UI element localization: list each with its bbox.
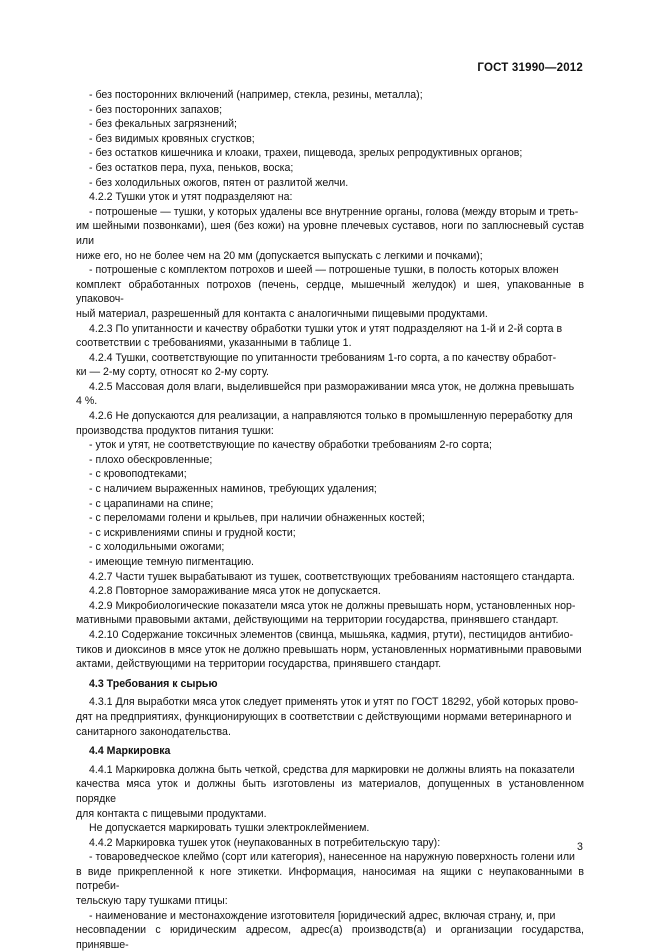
text-line: - без остатков пера, пуха, пеньков, воска; (89, 161, 294, 174)
text-line: - без остатков кишечника и клоаки, трахеи, пищевода, зрелых репродуктивных органов; (89, 147, 523, 160)
section-heading: 4.4 Маркировка (89, 745, 171, 758)
text-line: ниже его, но не более чем на 20 мм (допускается выпускать с легкими и почками); (76, 249, 483, 262)
text-line: качества мяса уток и должны быть изготовлены из материалов, допущенных в установленном порядке (76, 778, 584, 805)
text-line: 4.4.1 Маркировка должна быть четкой, средства для маркировки не должны влиять на показатели (89, 763, 575, 776)
text-line: 4.2.3 По упитанности и качеству обработки тушки уток и утят подразделяют на 1-й и 2-й сорта в (89, 322, 563, 335)
page-number: 3 (577, 841, 583, 853)
text-line: - уток и утят, не соответствующие по качеству обработки требованиям 2-го сорта; (89, 439, 492, 452)
text-line: - без холодильных ожогов, пятен от разлитой желчи. (89, 176, 349, 189)
text-line: - с наличием выраженных наминов, требующих удаления; (89, 483, 377, 496)
text-line: несовпадении с юридическим адресом, адрес(а) производств(а) и организации государства, принявше- (76, 924, 584, 951)
text-line: 4.2.8 Повторное замораживание мяса уток не допускается. (89, 585, 381, 598)
text-line: Не допускается маркировать тушки электроклеймением. (89, 822, 370, 835)
text-line: - товароведческое клеймо (сорт или категория), нанесенное на наружную поверхность голени или (89, 851, 575, 864)
text-line: 4.2.4 Тушки, соответствующие по упитанности требованиям 1-го сорта, а по качеству обработ- (89, 351, 557, 364)
text-line: производства продуктов питания тушки: (76, 424, 274, 437)
text-line: 4.2.5 Массовая доля влаги, выделившейся при размораживании мяса уток, не должна превышать (89, 380, 575, 393)
text-line: - потрошеные с комплектом потрохов и шеей — потрошеные тушки, в полость которых вложен (89, 264, 559, 277)
text-line: - имеющие темную пигментацию. (89, 556, 254, 568)
section-heading: 4.3 Требования к сырью (89, 677, 218, 690)
text-line: - наименование и местонахождение изготовителя [юридический адрес, включая страну, и, при (89, 909, 556, 922)
text-line: тельскую тару тушками птицы: (76, 895, 228, 908)
text-line: ки — 2-му сорту, относят ко 2-му сорту. (76, 366, 270, 379)
text-line: - с холодильными ожогами; (89, 541, 225, 554)
text-line: - с царапинами на спине; (89, 497, 214, 510)
text-line: соответствии с требованиями, указанными в таблице 1. (76, 337, 352, 350)
text-line: - без фекальных загрязнений; (89, 118, 238, 131)
text-line: в виде прикрепленной к ноге этикетки. Информация, наносимая на ящики с неупакованными в потреби- (76, 865, 584, 893)
text-line: дят на предприятиях, функционирующих в соответствии с действующими нормами ветеринарного и (76, 710, 572, 723)
text-line: комплект обработанных потрохов (печень, сердце, мышечный желудок) и шея, упакованные в упаковоч- (76, 278, 584, 306)
document-body (76, 88, 584, 952)
text-line: - с кровоподтеками; (89, 468, 187, 481)
text-line: ный материал, разрешенный для контакта с аналогичными пищевыми продуктами. (76, 307, 488, 320)
text-line: - потрошеные — тушки, у которых удалены все внутренние органы, голова (между вторым и треть- (89, 205, 579, 218)
text-line: им шейными позвонками), шея (без кожи) на уровне плечевых суставов, ноги по заплюсневый сустав или (76, 220, 584, 247)
text-line: - с искривлениями спины и грудной кости; (89, 526, 296, 539)
text-line: - с переломами голени и крыльев, при наличии обнаженных костей; (89, 512, 425, 525)
text-line: 4.2.2 Тушки уток и утят подразделяют на: (89, 191, 293, 204)
text-line: 4.2.6 Не допускаются для реализации, а направляются только в промышленную переработку для (89, 410, 573, 423)
text-line: - без видимых кровяных сгустков; (89, 132, 255, 145)
text-line: санитарного законодательства. (76, 725, 231, 738)
standard-header: ГОСТ 31990—2012 (477, 62, 583, 74)
text-line: для контакта с пищевыми продуктами. (76, 807, 267, 820)
text-line: - без посторонних запахов; (89, 103, 223, 116)
text-line: мативными правовыми актами, действующими на территории государства, принявшего стандарт. (76, 614, 559, 627)
text-line: - плохо обескровленные; (89, 453, 213, 466)
text-line: актами, действующими на территории государства, принявшего стандарт. (76, 658, 442, 671)
text-line: 4 %. (76, 395, 98, 408)
text-line: 4.3.1 Для выработки мяса уток следует применять уток и утят по ГОСТ 18292, убой которых прово- (89, 696, 579, 709)
text-line: 4.2.7 Части тушек вырабатывают из тушек, соответствующих требованиям настоящего стандарта. (89, 570, 575, 583)
text-line: - без посторонних включений (например, стекла, резины, металла); (89, 89, 423, 101)
text-line: 4.2.9 Микробиологические показатели мяса уток не должны превышать норм, установленных нор- (89, 599, 576, 612)
text-line: 4.2.10 Содержание токсичных элементов (свинца, мышьяка, кадмия, ртути), пестицидов антибио- (89, 628, 574, 641)
text-line: 4.4.2 Маркировка тушек уток (неупакованных в потребительскую тару): (89, 836, 441, 849)
text-line: тиков и диоксинов в мясе уток не должно превышать норм, установленных нормативными правовыми (76, 643, 582, 656)
